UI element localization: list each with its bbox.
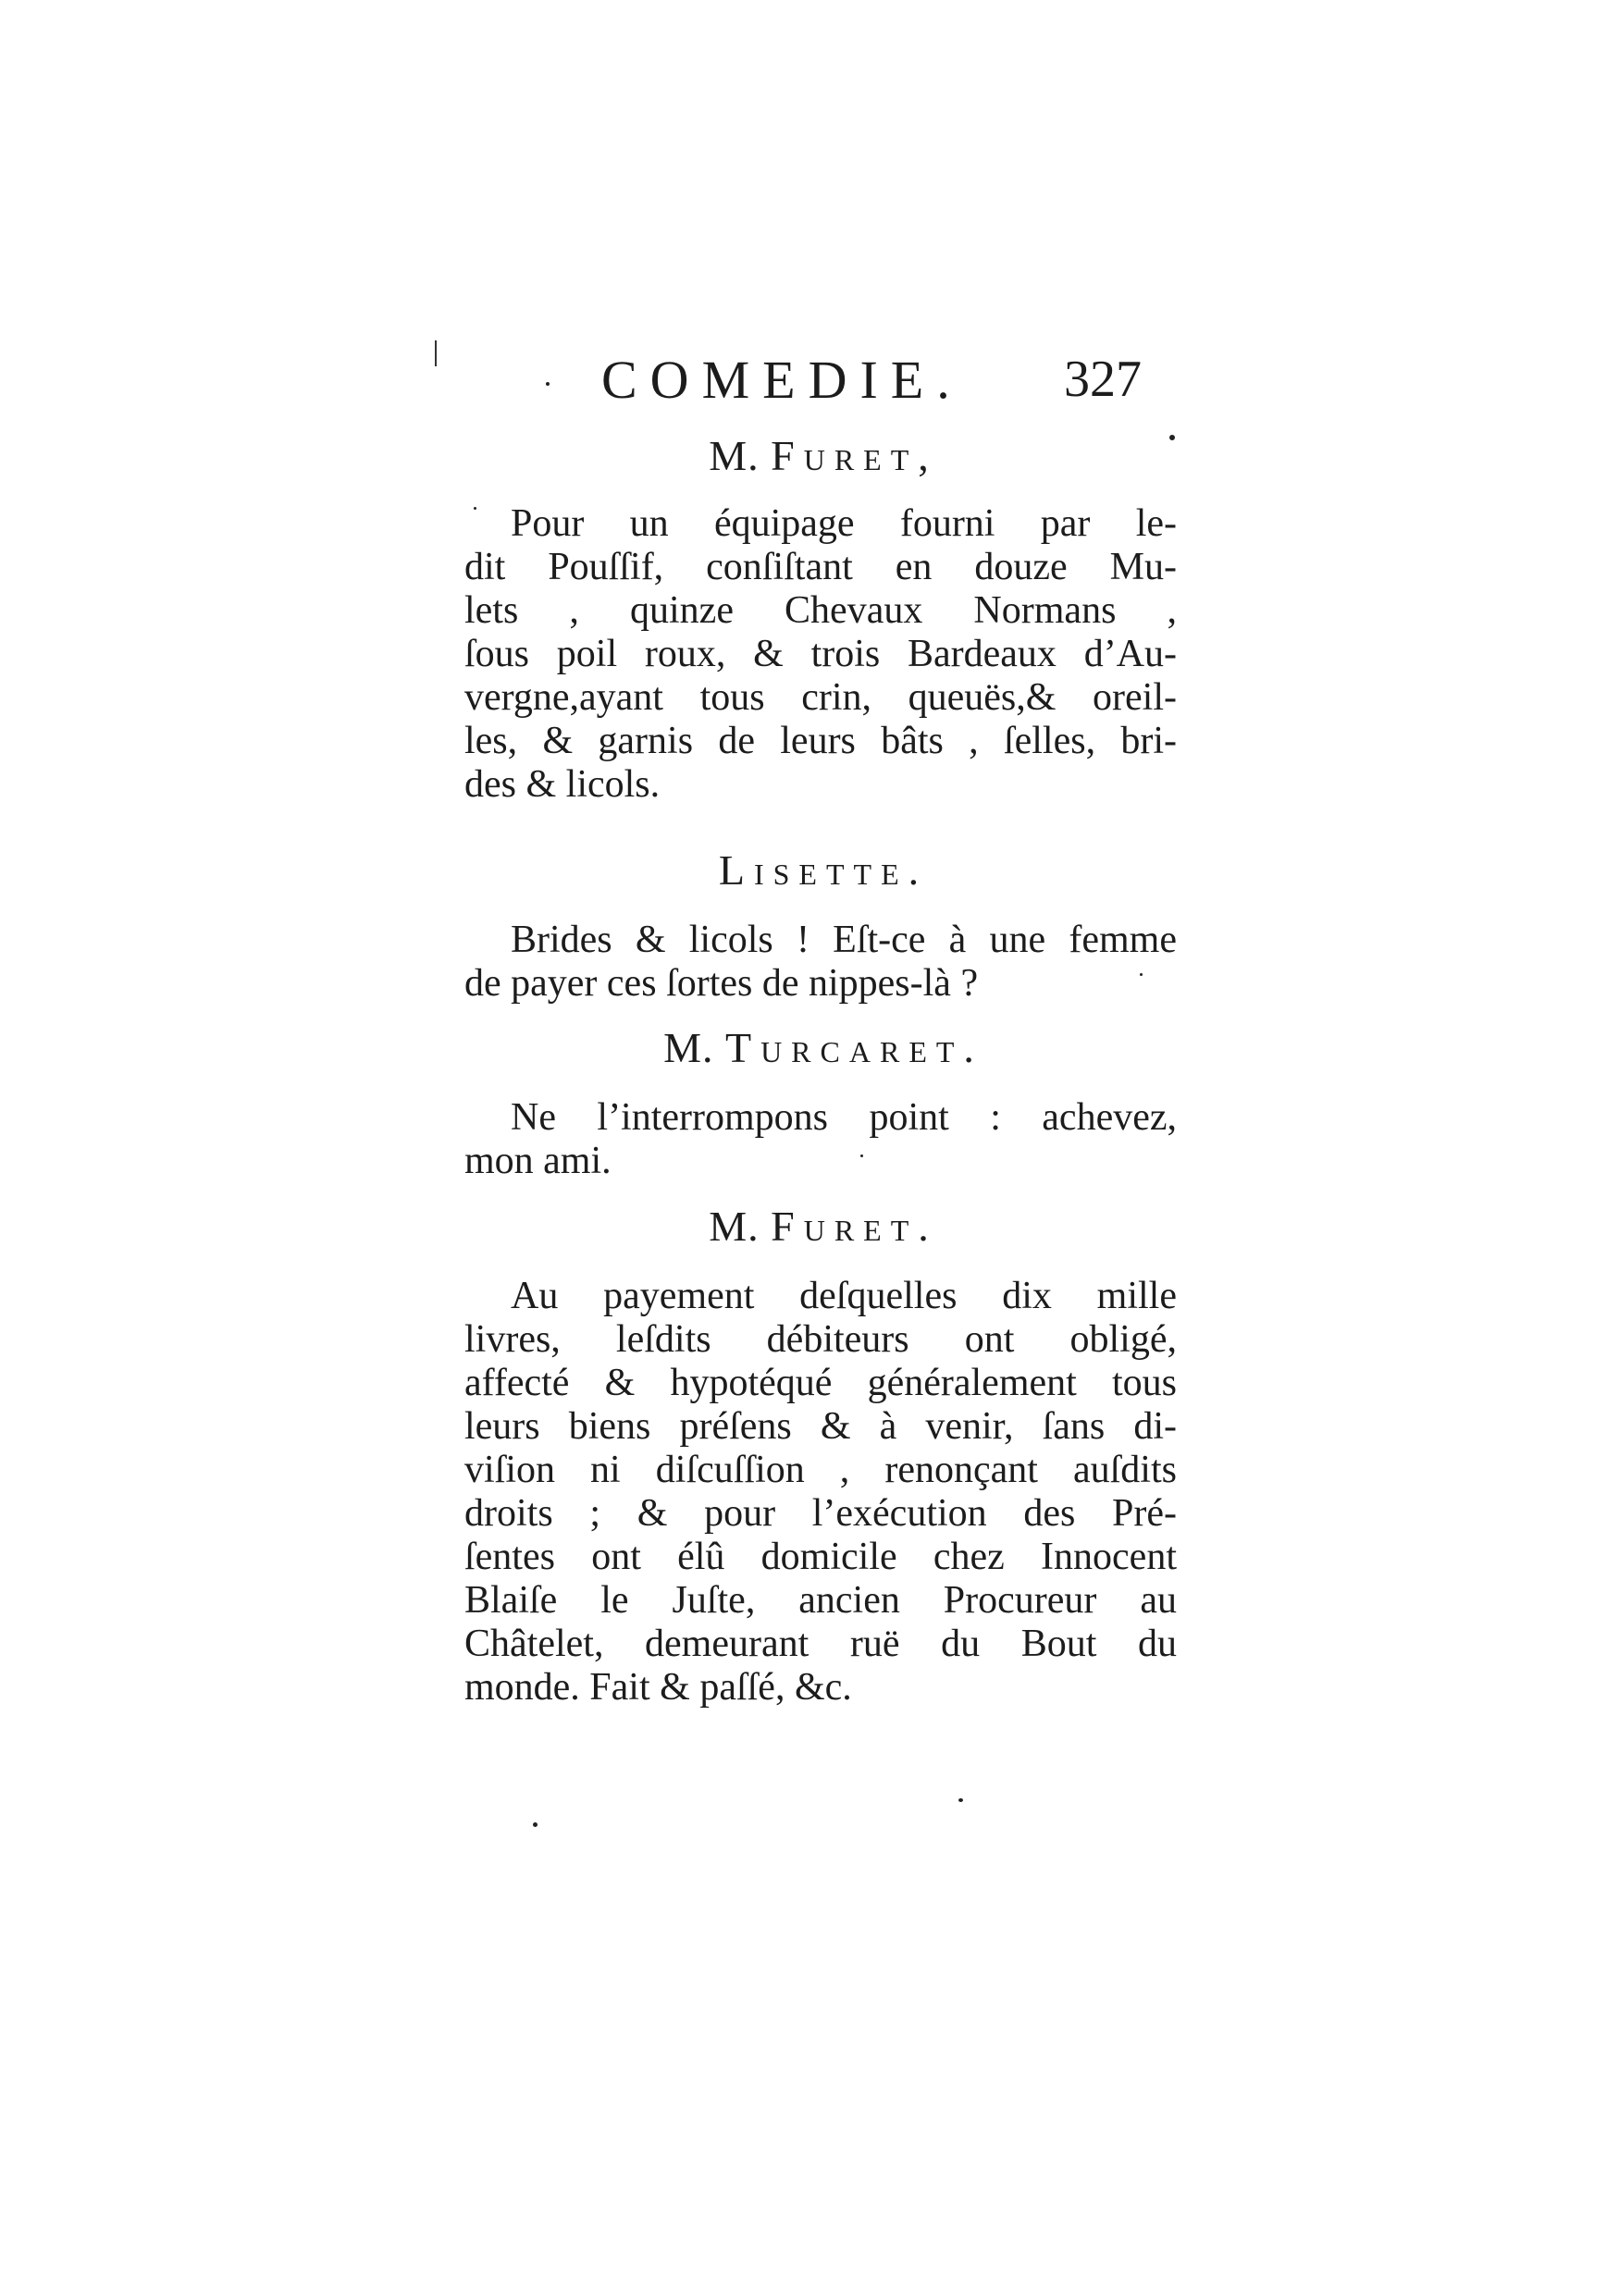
speaker-prefix: M. bbox=[709, 432, 772, 479]
speech-paragraph bbox=[464, 1275, 1177, 1710]
print-speck bbox=[1169, 435, 1175, 440]
text-line: dit Pouſſif, conſiſtant en douze Mu- bbox=[464, 546, 1177, 588]
text-line: des & licols. bbox=[464, 763, 661, 806]
text-line: Blaiſe le Juſte, ancien Procureur au bbox=[464, 1579, 1177, 1622]
margin-mark bbox=[435, 340, 437, 366]
speaker-heading bbox=[463, 1205, 1184, 1248]
text-line: vergne,ayant tous crin, queuës,& oreil- bbox=[464, 676, 1177, 719]
text-line: les, & garnis de leurs bâts , ſelles, bri- bbox=[464, 720, 1177, 762]
print-speck bbox=[958, 1798, 963, 1802]
text-line: viſion ni diſcuſſion , renonçant auſdits bbox=[464, 1449, 1177, 1491]
speech-paragraph bbox=[464, 919, 1177, 1006]
speech-paragraph bbox=[464, 502, 1177, 807]
print-speck bbox=[1140, 973, 1143, 976]
text-line: ſentes ont élû domicile chez Innocent bbox=[464, 1536, 1177, 1578]
speaker-heading bbox=[463, 846, 1184, 894]
text-line: de payer ces ſortes de nippes-là ? bbox=[464, 962, 979, 1005]
print-speck bbox=[860, 1154, 863, 1157]
text-line: leurs biens préſens & à venir, ſans di- bbox=[464, 1405, 1177, 1448]
text-line: Châtelet, demeurant ruë du Bout du bbox=[464, 1623, 1177, 1665]
speaker-name: Furet, bbox=[771, 432, 938, 479]
text-line: livres, leſdits débiteurs ont obligé, bbox=[464, 1318, 1177, 1361]
text-line: Au payement deſquelles dix mille bbox=[511, 1275, 1177, 1317]
print-speck bbox=[533, 1822, 538, 1827]
speaker-name: Turcaret. bbox=[724, 1024, 983, 1071]
text-line: lets , quinze Chevaux Normans , bbox=[464, 589, 1177, 632]
text-line: Brides & licols ! Eſt-ce à une femme bbox=[511, 919, 1177, 961]
speaker-prefix: M. bbox=[663, 1024, 725, 1071]
text-line: affecté & hypotéqué généralement tous bbox=[464, 1362, 1177, 1404]
text-line: mon ami. bbox=[464, 1140, 612, 1182]
speaker-heading bbox=[463, 1024, 1184, 1071]
running-title: COMEDIE. bbox=[601, 350, 963, 410]
speaker-name: Furet. bbox=[771, 1203, 938, 1250]
page-number: 327 bbox=[1064, 351, 1142, 408]
speaker-heading bbox=[463, 432, 1184, 479]
speech-paragraph bbox=[464, 1096, 1177, 1183]
speaker-name: Lisette. bbox=[718, 846, 929, 894]
speaker-prefix: M. bbox=[709, 1203, 772, 1250]
print-speck bbox=[474, 507, 476, 510]
text-line: droits ; & pour l’exécution des Pré- bbox=[464, 1492, 1177, 1535]
text-line: monde. Fait & paſſé, &c. bbox=[464, 1666, 852, 1709]
text-line: ſous poil roux, & trois Bardeaux d’Au- bbox=[464, 633, 1177, 675]
text-line: Pour un équipage fourni par le- bbox=[511, 502, 1177, 545]
print-speck bbox=[546, 382, 550, 386]
text-line: Ne l’interrompons point : achevez, bbox=[511, 1096, 1177, 1139]
